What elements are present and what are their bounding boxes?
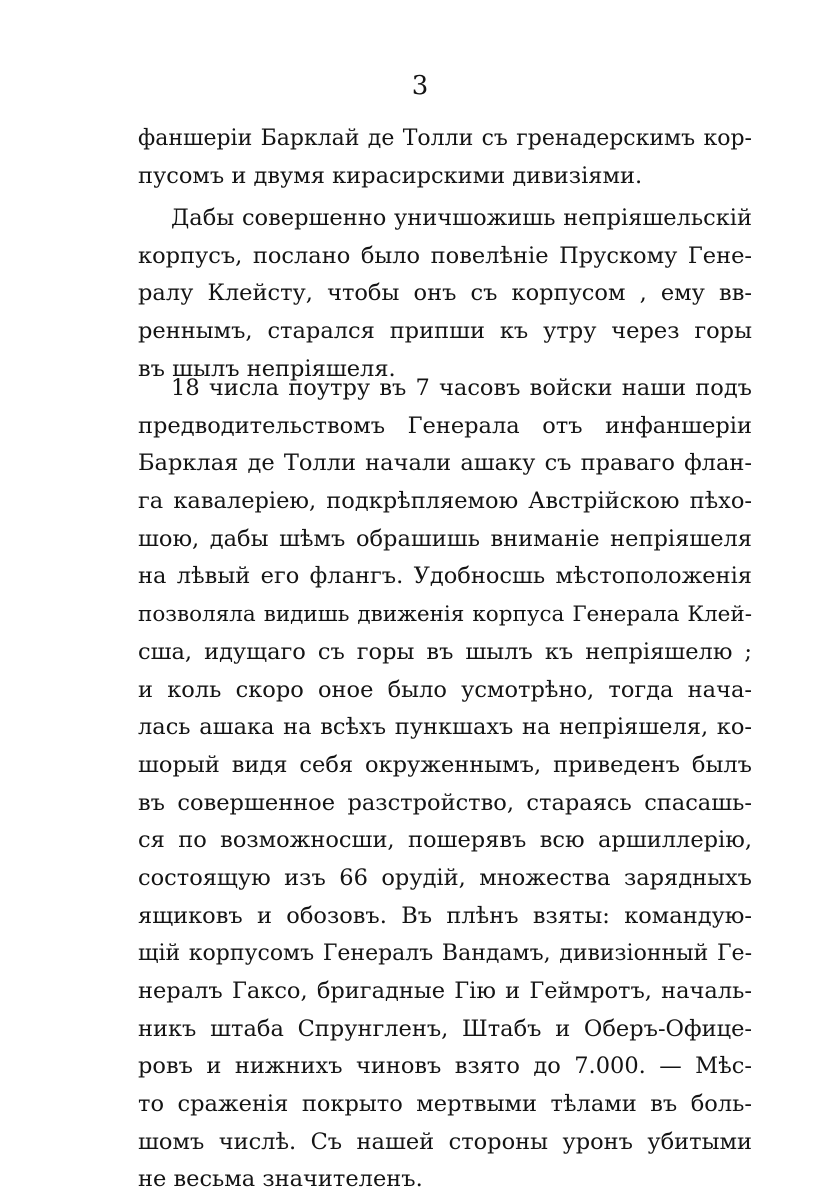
text-line: щій корпусомъ Генералъ Вандамъ, дивизіонный Ге- (138, 941, 752, 967)
text-line: га кавалеріею, подкрѣпляемою Австрійскою пѣхо- (138, 488, 752, 515)
text-line: въ совершенное разстройство, стараясь спасашь- (138, 789, 752, 816)
text-line: Дабы совершенно уничшожишь непріяшельскій (171, 205, 752, 231)
page-number: 3 (411, 71, 429, 101)
text-line: реннымъ, старался припши къ утру через горы (138, 318, 752, 345)
text-line: пусомъ и двумя кирасирскими дивизіями. (138, 162, 643, 189)
text-line: сша, идущаго съ горы въ шылъ къ непріяшелю ; (138, 638, 752, 665)
text-line: ящиковъ и обозовъ. Въ плѣнъ взяты: командую- (138, 902, 752, 929)
text-line: ралу Клейсту, чтобы онъ съ корпусом , ему вв- (138, 280, 752, 307)
text-line: и коль скоро оное было усмотрѣно, тогда нача- (138, 676, 752, 703)
text-line: ровъ и нижнихъ чиновъ взято до 7.000. — Мѣс- (138, 1053, 752, 1080)
text-line: 18 числа поутру въ 7 часовъ войски наши подъ (171, 375, 752, 401)
text-line: на лѣвый его флангъ. Удобносшь мѣстоположенія (138, 563, 752, 590)
text-line: Барклая де Толли начали ашаку съ праваго флан- (138, 450, 752, 477)
text-line: фаншеріи Барклай де Толли съ гренадерскимъ кор- (138, 126, 752, 151)
text-line: позволяла видишь движенія корпуса Генерала Клей- (138, 602, 752, 628)
paragraph-1 (138, 120, 752, 195)
text-line: предводительствомъ Генерала отъ инфаншеріи (138, 412, 752, 439)
text-line: состоящую изъ 66 орудій, множества зарядныхъ (138, 864, 752, 891)
text-line: въ шылъ непріяшеля. (138, 355, 396, 382)
text-line: нералъ Гаксо, бригадные Гію и Геймротъ, началь- (138, 978, 752, 1004)
text-line: ся по возможносши, пошерявъ всю аршиллерію, (138, 827, 752, 854)
text-line: никъ штаба Спрунгленъ, Штабъ и Оберъ-Офице- (138, 1015, 752, 1042)
paragraph-2 (138, 200, 752, 388)
text-line: то сраженія покрыто мертвыми тѣлами въ боль- (138, 1091, 752, 1118)
paragraph-3 (138, 370, 752, 1199)
text-line: корпусъ, послано было повелѣніе Прускому Гене- (138, 242, 752, 269)
text-line: не весьма значителенъ. (138, 1166, 423, 1193)
text-line: шомъ числѣ. Съ нашей стороны уронъ убитыми (138, 1128, 752, 1155)
text-line: лась ашака на всѣхъ пункшахъ на непріяшеля, ко- (138, 714, 752, 741)
text-line: шорый видя себя окруженнымъ, приведенъ былъ (138, 751, 752, 778)
text-line: шою, дабы шѣмъ обрашишь вниманіе непріяшеля (138, 525, 752, 552)
